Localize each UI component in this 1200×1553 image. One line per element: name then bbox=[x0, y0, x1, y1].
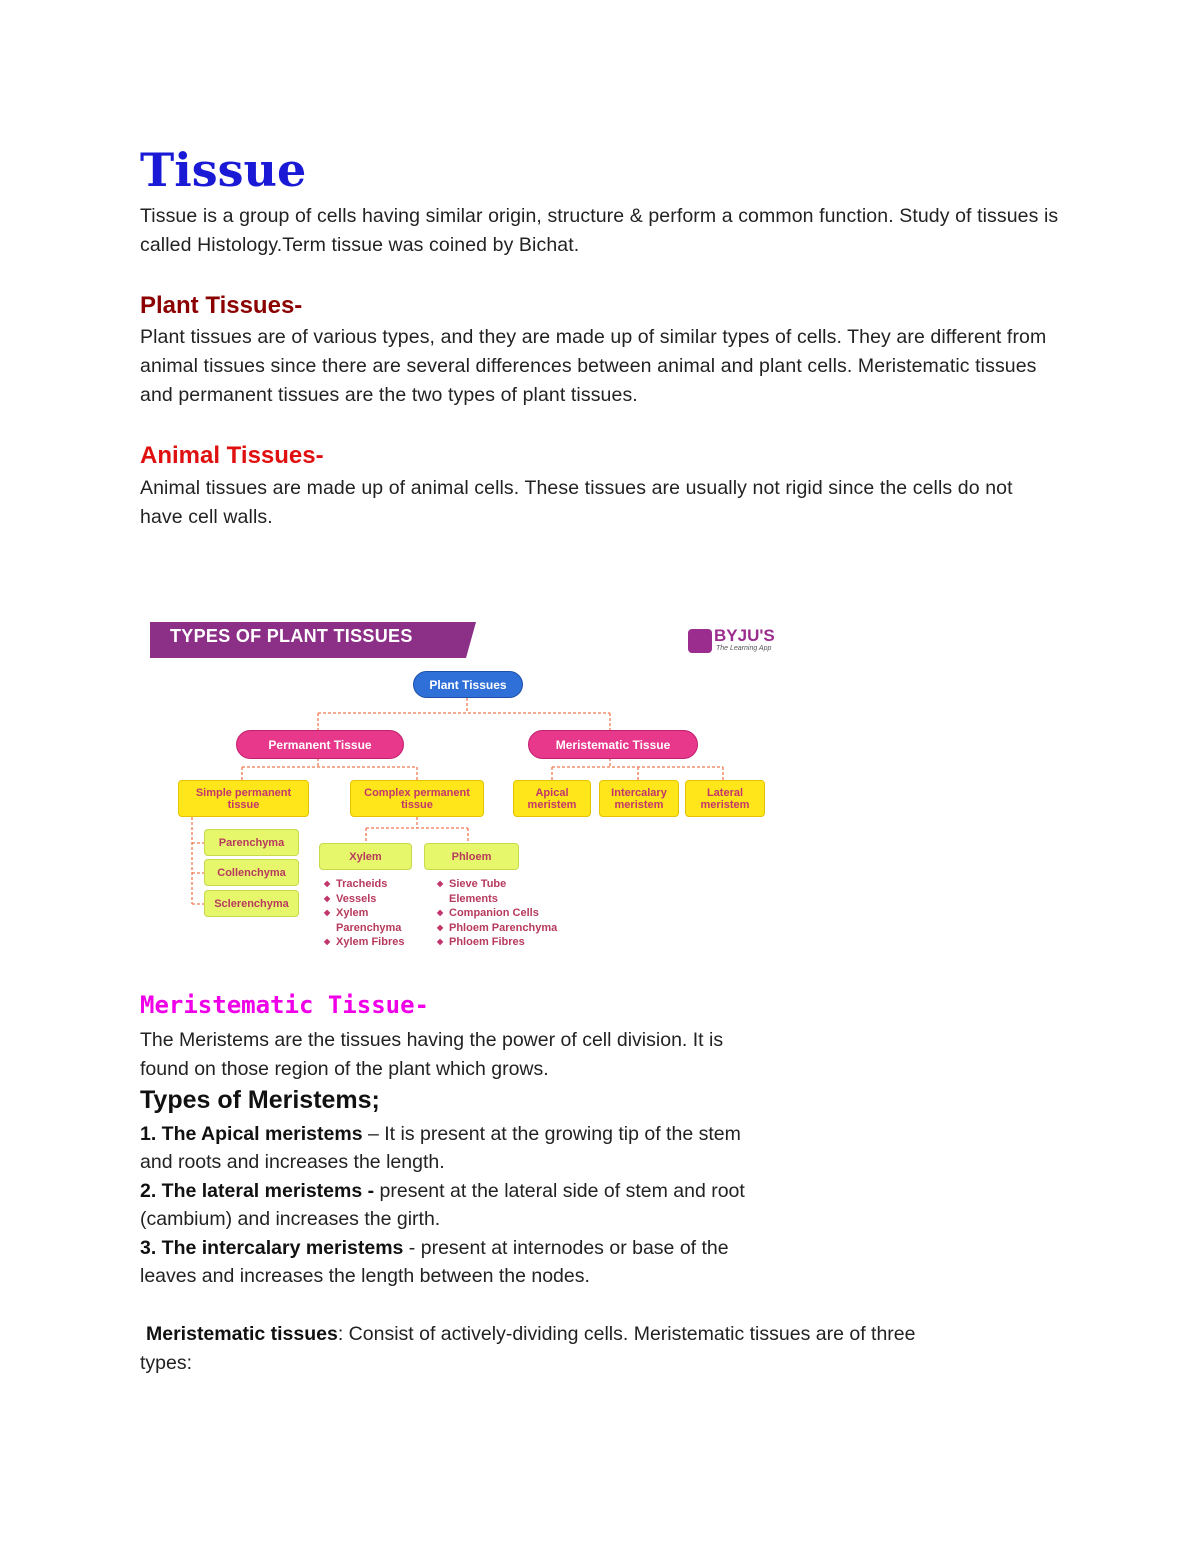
xylem-components-list bbox=[324, 877, 404, 950]
phloem-components-list bbox=[437, 877, 557, 950]
page-title: Tissue bbox=[140, 143, 307, 197]
byjus-logo-icon bbox=[688, 629, 712, 653]
list-item: ◆ Xylem bbox=[324, 906, 404, 921]
meristem-item-1-line-1 bbox=[140, 1120, 741, 1149]
node-parenchyma: Parenchyma bbox=[204, 829, 299, 856]
meristem-item-2-line-1 bbox=[140, 1177, 745, 1206]
node-phloem: Phloem bbox=[424, 843, 519, 870]
diagram-banner-title: TYPES OF PLANT TISSUES bbox=[170, 626, 413, 646]
list-item: Elements bbox=[449, 892, 498, 905]
meristematic-summary-line-2: types: bbox=[140, 1352, 193, 1374]
byjus-logo-tagline: The Learning App bbox=[716, 645, 772, 652]
separator: – bbox=[362, 1123, 385, 1145]
meristematic-text-line-1: The Meristems are the tissues having the power of cell division. It is bbox=[140, 1029, 724, 1051]
meristematic-tissue-heading: Meristematic Tissue- bbox=[140, 991, 429, 1019]
separator: - bbox=[403, 1237, 421, 1259]
node-apical-meristem: Apical meristem bbox=[513, 780, 591, 817]
list-item: ◆ Vessels bbox=[324, 892, 404, 907]
meristematic-text-line-2: found on those region of the plant which grows. bbox=[140, 1058, 549, 1080]
meristem-item-2-text: present at the lateral side of stem and root bbox=[379, 1180, 745, 1202]
meristem-item-2-line-2: (cambium) and increases the girth. bbox=[140, 1208, 441, 1230]
meristem-item-1-text: It is present at the growing tip of the stem bbox=[384, 1123, 741, 1145]
list-item: ◆ Companion Cells bbox=[437, 906, 557, 921]
node-simple-permanent: Simple permanent tissue bbox=[178, 780, 309, 817]
meristematic-summary-line-1 bbox=[146, 1320, 915, 1349]
node-sclerenchyma: Sclerenchyma bbox=[204, 890, 299, 917]
plant-tissues-heading: Plant Tissues- bbox=[140, 292, 303, 319]
list-item: ◆ Tracheids bbox=[324, 877, 404, 892]
node-plant-tissues: Plant Tissues bbox=[413, 671, 523, 698]
meristem-item-3-label: 3. The intercalary meristems bbox=[140, 1237, 404, 1259]
node-xylem: Xylem bbox=[319, 843, 412, 870]
plant-tissues-paragraph: Plant tissues are of various types, and they are made up of similar types of cells. They are different from animal tissues since there are several differences between animal and plant cells. Meristematic tissues and permanent tissues are the two types of plant tissues. bbox=[140, 326, 1047, 406]
node-complex-permanent: Complex permanent tissue bbox=[350, 780, 484, 817]
plant-tissues-diagram bbox=[140, 610, 800, 965]
list-item: ◆ Phloem Parenchyma bbox=[437, 921, 557, 936]
meristem-item-3-line-1 bbox=[140, 1234, 729, 1263]
list-item: Parenchyma bbox=[336, 921, 402, 934]
animal-tissues-heading: Animal Tissues- bbox=[140, 442, 324, 469]
meristem-item-1-label: 1. The Apical meristems bbox=[140, 1123, 363, 1145]
types-of-meristems-heading: Types of Meristems; bbox=[140, 1086, 380, 1114]
meristem-item-1-line-2: and roots and increases the length. bbox=[140, 1151, 445, 1173]
list-item: ◆ Phloem Fibres bbox=[437, 935, 557, 950]
intro-paragraph: Tissue is a group of cells having similar origin, structure & perform a common function. Study of tissues is called Histology.Term tissue was coined by Bichat. bbox=[140, 205, 1059, 256]
node-intercalary-meristem: Intercalary meristem bbox=[599, 780, 679, 817]
animal-tissues-paragraph: Animal tissues are made up of animal cells. These tissues are usually not rigid since the cells do not have cell walls. bbox=[140, 477, 1013, 528]
meristematic-summary-text: : Consist of actively-dividing cells. Meristematic tissues are of three bbox=[337, 1323, 916, 1345]
meristem-item-3-line-2: leaves and increases the length between the nodes. bbox=[140, 1265, 590, 1287]
list-item: ◆ Xylem Fibres bbox=[324, 935, 404, 950]
node-meristematic-tissue: Meristematic Tissue bbox=[528, 730, 698, 759]
node-collenchyma: Collenchyma bbox=[204, 859, 299, 886]
list-item: ◆ Sieve Tube bbox=[437, 877, 557, 892]
meristematic-summary-label: Meristematic tissues bbox=[146, 1323, 338, 1345]
meristem-item-3-text: present at internodes or base of the bbox=[420, 1237, 729, 1259]
meristem-item-2-label: 2. The lateral meristems - bbox=[140, 1180, 375, 1202]
byjus-logo-name: BYJU'S bbox=[714, 626, 775, 645]
node-permanent-tissue: Permanent Tissue bbox=[236, 730, 404, 759]
node-lateral-meristem: Lateral meristem bbox=[685, 780, 765, 817]
